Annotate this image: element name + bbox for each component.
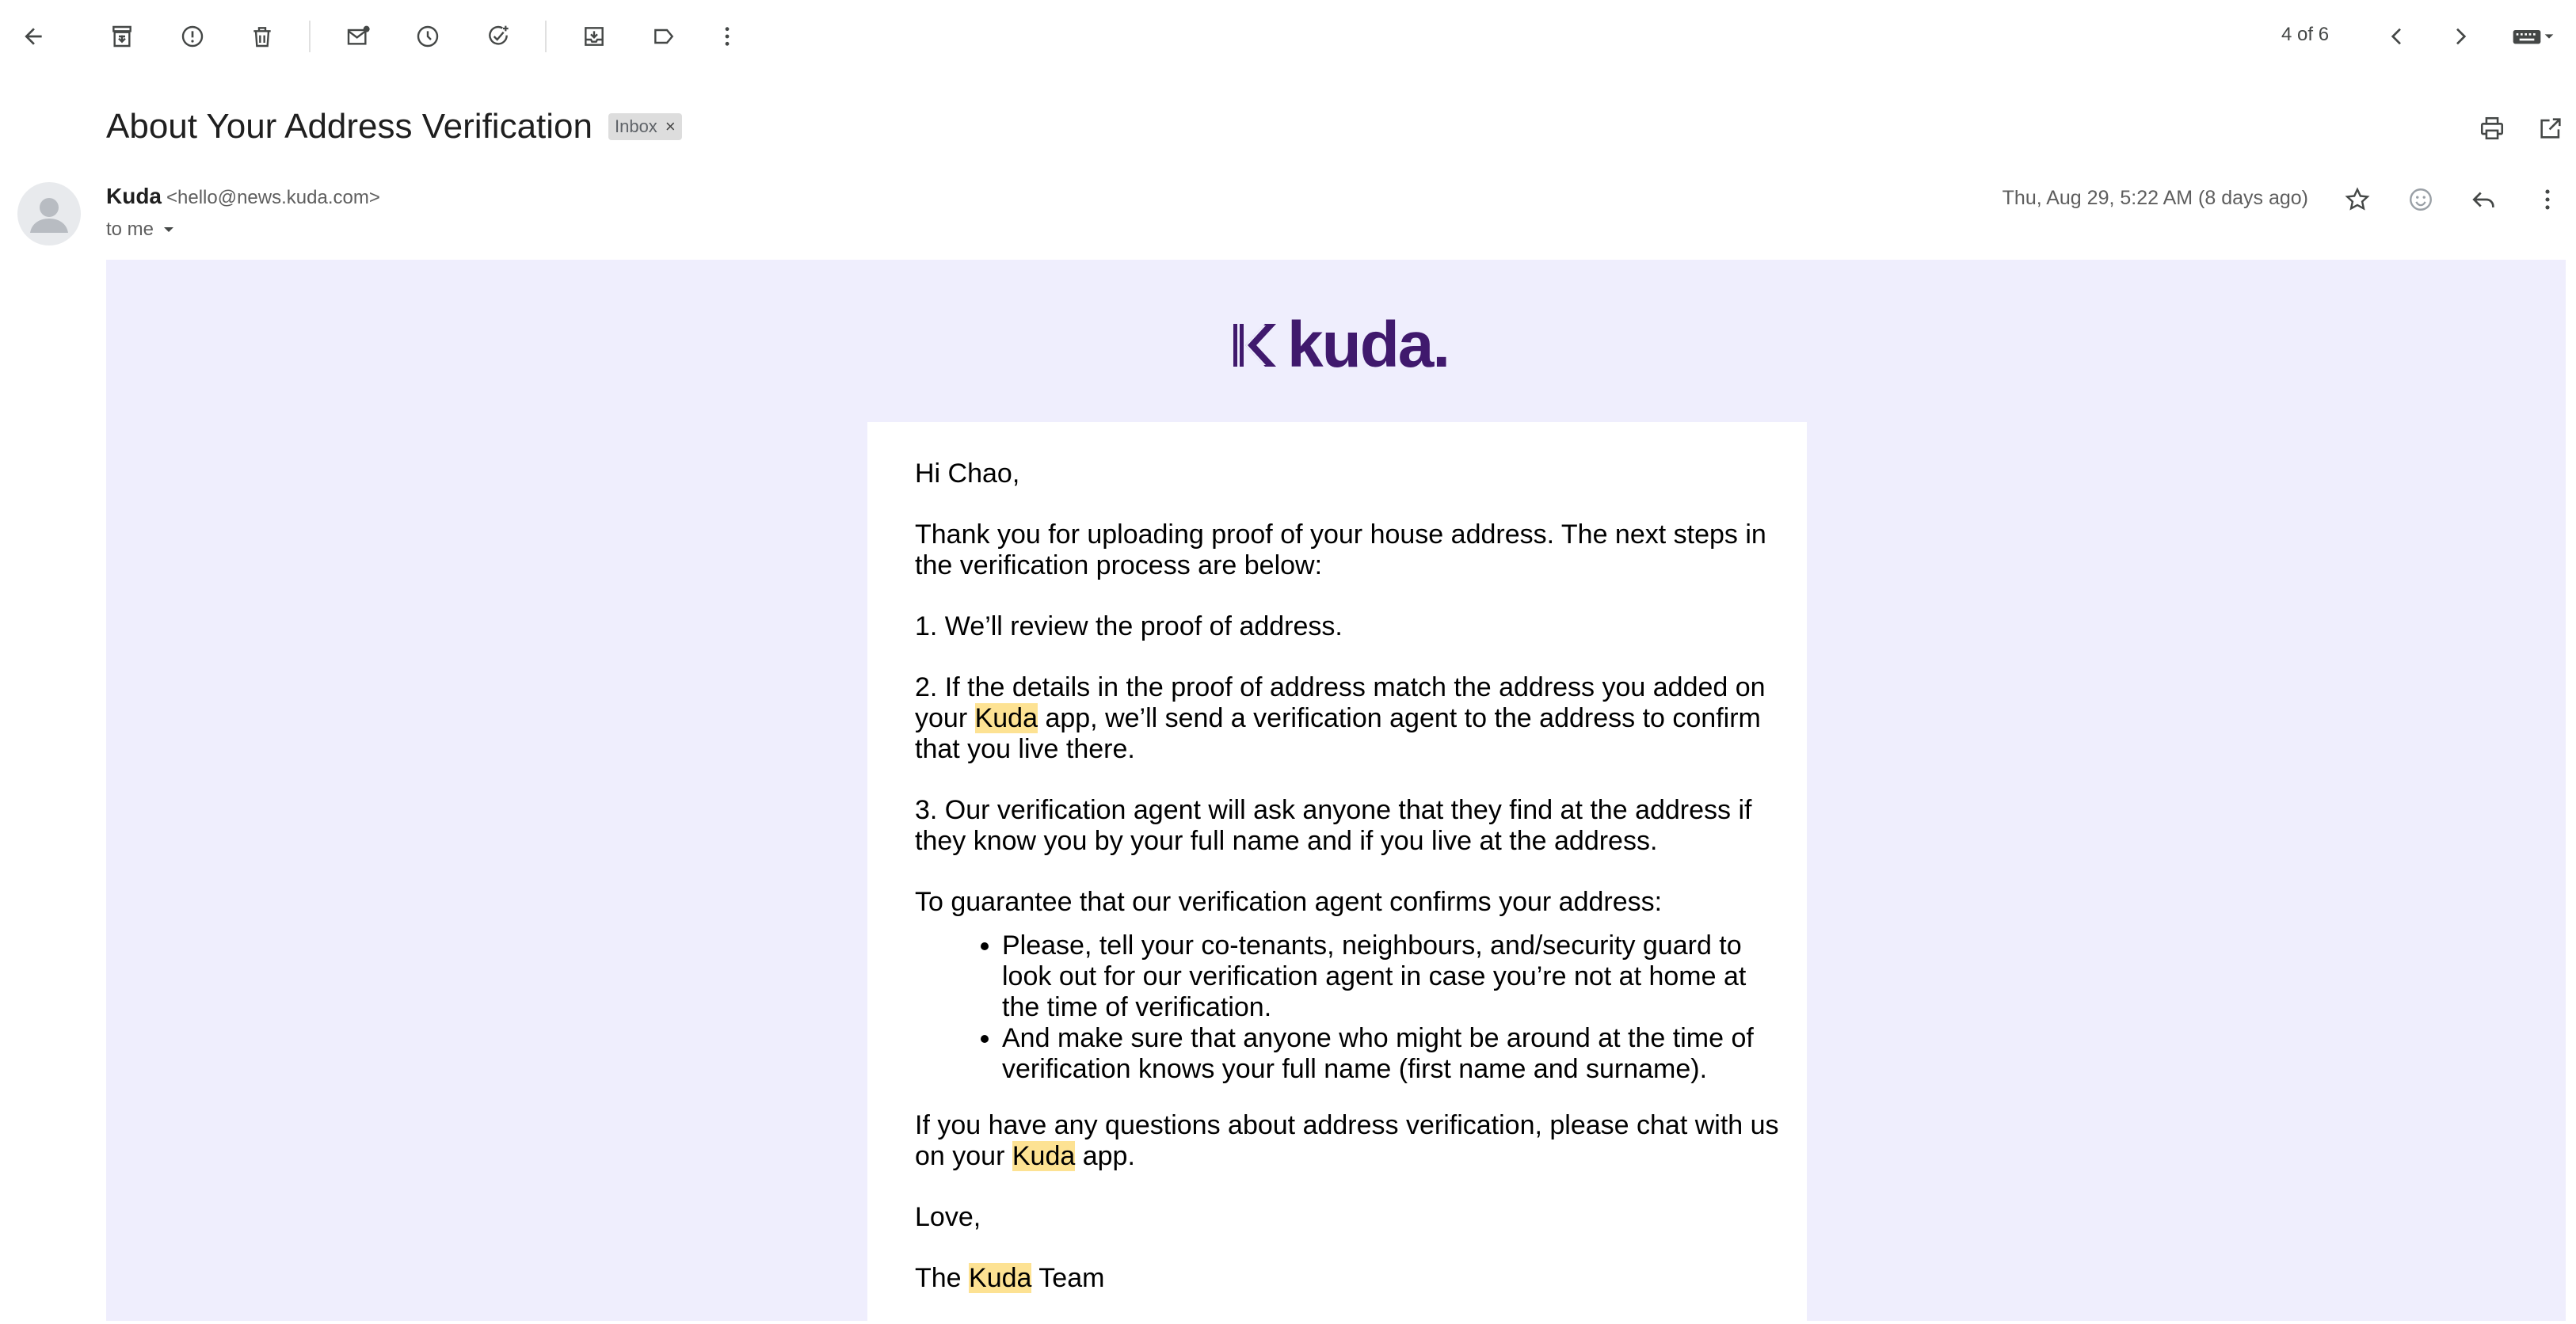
star-icon[interactable] xyxy=(2338,181,2376,219)
kuda-highlight: Kuda xyxy=(974,703,1038,733)
list-item: • Please, tell your co-tenants, neighbours, and/security guard to look out for our verification agent in case you’re not at home at the time of verification. xyxy=(1002,930,1786,1023)
kuda-logo-text: kuda. xyxy=(1287,309,1450,381)
signoff-text-b: Team xyxy=(1031,1263,1105,1293)
label-icon[interactable] xyxy=(645,17,683,55)
guarantee-paragraph: To guarantee that our verification agent confirms your address: xyxy=(915,887,1663,917)
subject-row xyxy=(106,103,682,150)
mark-unread-icon[interactable] xyxy=(339,17,377,55)
more-vert-icon[interactable] xyxy=(708,17,746,55)
message-more-icon[interactable] xyxy=(2528,181,2566,219)
greeting: Hi Chao, xyxy=(915,458,1020,489)
email-subject: About Your Address Verification xyxy=(106,107,593,146)
list-item: • And make sure that anyone who might be around at the time of verification knows your full name (first name and surname). xyxy=(1002,1023,1786,1085)
kuda-highlight: Kuda xyxy=(1012,1141,1076,1171)
sender-name[interactable]: Kuda xyxy=(106,184,162,208)
caret-down-icon[interactable] xyxy=(162,223,176,237)
add-task-icon[interactable] xyxy=(479,17,517,55)
recipient-text: to me xyxy=(106,219,154,240)
questions-text-a: If you have any questions about address verification, please chat with us on your xyxy=(915,1110,1779,1171)
sender-line xyxy=(106,184,380,209)
emoji-reaction-icon[interactable] xyxy=(2402,181,2440,219)
email-content-card xyxy=(867,422,1807,1321)
kuda-highlight: Kuda xyxy=(969,1263,1032,1293)
sender-email: <hello@news.kuda.com> xyxy=(166,187,380,208)
toolbar-divider xyxy=(309,21,311,52)
step-2 xyxy=(915,672,1786,765)
guarantee-list xyxy=(915,930,1786,1085)
questions-paragraph xyxy=(915,1110,1786,1172)
toolbar xyxy=(0,0,2576,73)
pagination-count: 4 of 6 xyxy=(2281,24,2330,45)
print-icon[interactable] xyxy=(2473,109,2511,147)
keyboard-icon[interactable] xyxy=(2503,17,2563,55)
signoff xyxy=(915,1263,1786,1294)
step-2-text-a: 2. If the details in the proof of address match the address you added on your xyxy=(915,672,1766,733)
report-spam-icon[interactable] xyxy=(173,17,211,55)
intro-paragraph: Thank you for uploading proof of your house address. The next steps in the verification process are below: xyxy=(915,519,1766,580)
open-new-window-icon[interactable] xyxy=(2532,109,2570,147)
step-2-text-b: app, we’ll send a verification agent to the address to confirm that you live there. xyxy=(915,703,1761,764)
snooze-icon[interactable] xyxy=(409,17,447,55)
inbox-label-chip[interactable] xyxy=(608,113,682,140)
signoff-text-a: The xyxy=(915,1263,970,1293)
delete-icon[interactable] xyxy=(243,17,281,55)
recipient-details[interactable] xyxy=(106,219,176,241)
sender-avatar[interactable] xyxy=(17,182,81,245)
move-to-icon[interactable] xyxy=(575,17,613,55)
step-1: 1. We’ll review the proof of address. xyxy=(915,611,1343,641)
step-3: 3. Our verification agent will ask anyone that they find at the address if they know you by your full name and if you live at the address. xyxy=(915,795,1752,856)
person-icon xyxy=(17,182,81,245)
chevron-left-icon[interactable] xyxy=(2378,17,2416,55)
chevron-right-icon[interactable] xyxy=(2441,17,2479,55)
kuda-logo-mark-icon xyxy=(1232,322,1279,368)
label-chip-text: Inbox xyxy=(614,116,657,136)
back-arrow-icon[interactable] xyxy=(14,17,52,55)
closing: Love, xyxy=(915,1202,981,1232)
archive-icon[interactable] xyxy=(103,17,141,55)
questions-text-b: app. xyxy=(1075,1141,1135,1171)
email-date: Thu, Aug 29, 5:22 AM (8 days ago) xyxy=(2002,187,2308,209)
email-message xyxy=(915,458,1786,1324)
kuda-logo xyxy=(1232,309,1450,381)
remove-label-icon[interactable]: × xyxy=(665,116,676,136)
reply-icon[interactable] xyxy=(2465,181,2503,219)
toolbar-divider xyxy=(545,21,547,52)
